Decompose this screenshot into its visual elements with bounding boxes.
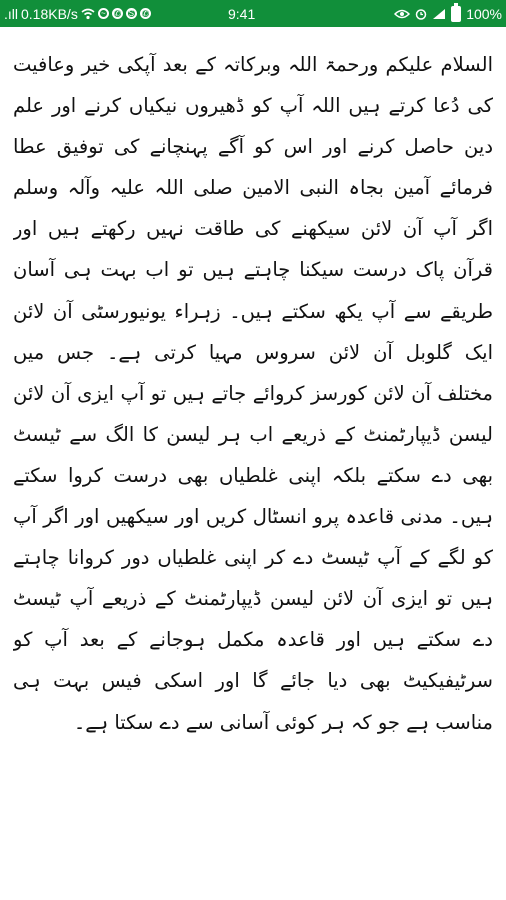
whatsapp-icon: ✆ — [112, 8, 123, 19]
alarm-icon — [415, 8, 427, 20]
eye-icon — [394, 9, 410, 19]
clock: 9:41 — [228, 5, 256, 22]
status-bar-center — [228, 0, 255, 27]
whatsapp-icon: ✆ — [140, 8, 151, 19]
signal-icon: .ıll — [4, 5, 18, 22]
status-bar — [0, 0, 506, 27]
status-bar-left — [4, 0, 151, 27]
article-text: السلام علیکم ورحمۃ اللہ وبرکاتہ کے بعد آپکی خیر وعافیت کی دُعا کرتے ہیں اللہ آپ کو ڈھیروں نیکیاں کرنے اور علم دین حاصل کرنے اور اس کو آگے پہنچانے کی توفیق عطا فرمائے آمین بجاہ النبی الامین صلی اللہ علیہ وآلہ وسلم اگر آپ آن لائن سیکھنے کی طاقت نہیں رکھتے ہیں اور قرآن پاک درست سیکنا چاہتے ہیں تو اب بہت ہی آسان طریقے سے آپ یکھ سکتے ہیں۔ زہراء یونیورسٹی آن لائن ایک گلوبل آن لائن سروس مہیا کرتی ہے۔ جس میں مختلف آن لائن کورسز کروائے جاتے ہیں تو آپ ایزی آن لائن لیسن ڈیپارٹمنٹ کے ذریعے اب ہر لیسن کا الگ سے ٹیسٹ بھی دے سکتے بلکہ اپنی غلطیاں بھی درست کروا سکتے ہیں۔ مدنی قاعدہ پرو انسٹال کریں اور سیکھیں اور اگر آپ کو لگے کے آپ ٹیسٹ دے کر اپنی غلطیاں دور کروانا چاہتے ہیں تو ایزی آن لائن لیسن ڈیپارٹمنٹ کے ذریعے آپ ٹیسٹ دے سکتے ہیں اور قاعدہ مکمل ہوجانے کے بعد آپ کو سرٹیفیکیٹ بھی دیا جائے گا اور اسکی فیس بہت ہی مناسب ہے جو کہ ہر کوئی آسانی سے دے سکتا ہے۔ — [13, 53, 493, 734]
messenger-icon: ~ — [98, 8, 109, 19]
battery-icon — [451, 6, 461, 22]
network-speed: 0.18KB/s — [21, 5, 78, 22]
signal-icon — [432, 8, 446, 20]
wifi-icon — [81, 8, 95, 20]
status-bar-right — [394, 0, 502, 27]
battery-percentage: 100% — [466, 5, 502, 22]
skype-icon: S — [126, 8, 137, 19]
